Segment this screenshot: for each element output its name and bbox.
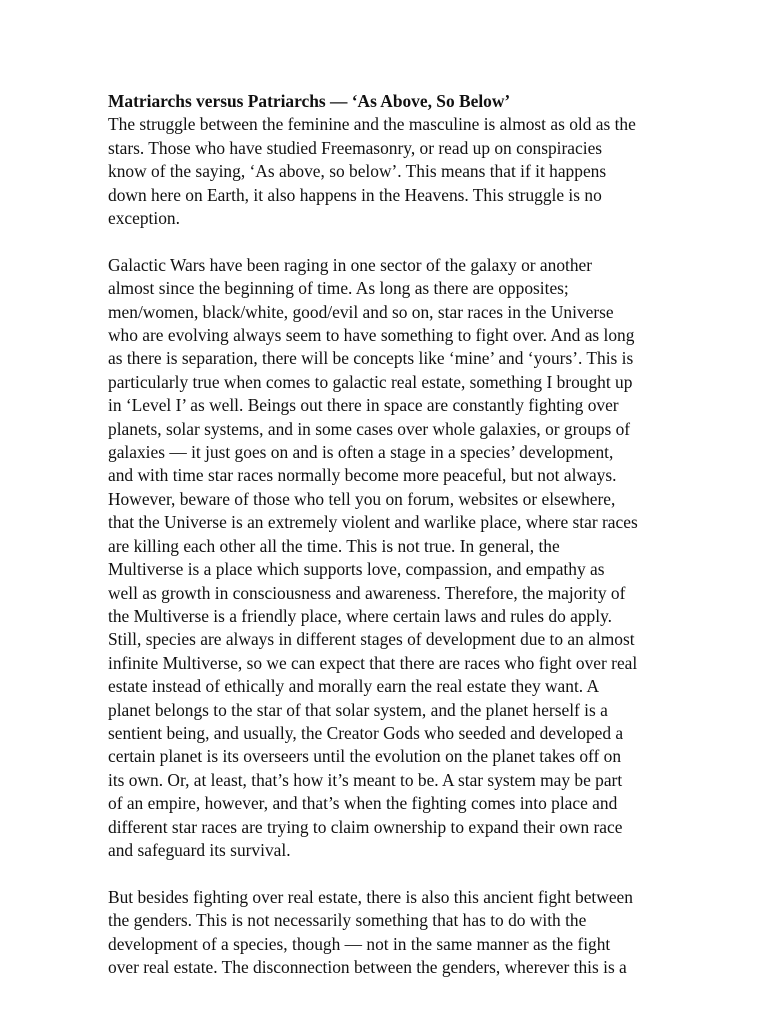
- text-line: down here on Earth, it also happens in the Heavens. This struggle is no: [108, 184, 602, 205]
- text-line: planet belongs to the star of that solar system, and the planet herself is a: [108, 699, 608, 720]
- text-line: and with time star races normally become more peaceful, but not always.: [108, 465, 617, 486]
- text-line: as there is separation, there will be concepts like ‘mine’ and ‘yours’. This is: [108, 348, 634, 369]
- text-line: particularly true when comes to galactic real estate, something I brought up: [108, 371, 633, 392]
- paragraph: [108, 113, 668, 230]
- text-line: infinite Multiverse, so we can expect that there are races who fight over real: [108, 652, 638, 673]
- text-line: are killing each other all the time. This is not true. In general, the: [108, 535, 560, 556]
- text-line: in ‘Level I’ as well. Beings out there in space are constantly fighting over: [108, 395, 619, 416]
- text-line: certain planet is its overseers until the evolution on the planet takes off on: [108, 746, 622, 767]
- text-line: But besides fighting over real estate, there is also this ancient fight between: [108, 886, 633, 907]
- text-line: who are evolving always seem to have something to fight over. And as long: [108, 325, 635, 346]
- text-line: of an empire, however, and that’s when the fighting comes into place and: [108, 793, 618, 814]
- paragraph: [108, 254, 668, 863]
- text-line: Galactic Wars have been raging in one sector of the galaxy or another: [108, 254, 593, 275]
- text-line: its own. Or, at least, that’s how it’s meant to be. A star system may be part: [108, 769, 623, 790]
- text-line: exception.: [108, 208, 180, 229]
- text-line: Multiverse is a place which supports love, compassion, and empathy as: [108, 559, 605, 580]
- section-heading: Matriarchs versus Patriarchs — ‘As Above, So Below’: [108, 91, 511, 111]
- text-line: The struggle between the feminine and the masculine is almost as old as the: [108, 114, 636, 135]
- text-line: and safeguard its survival.: [108, 839, 291, 860]
- text-line: well as growth in consciousness and awareness. Therefore, the majority of: [108, 582, 626, 603]
- text-line: different star races are trying to claim ownership to expand their own race: [108, 816, 623, 837]
- text-line: galaxies — it just goes on and is often a stage in a species’ development,: [108, 442, 614, 463]
- text-line: the Multiverse is a friendly place, where certain laws and rules do apply.: [108, 605, 612, 626]
- text-line: know of the saying, ‘As above, so below’. This means that if it happens: [108, 161, 607, 182]
- text-line: stars. Those who have studied Freemasonry, or read up on conspiracies: [108, 137, 603, 158]
- text-line: almost since the beginning of time. As long as there are opposites;: [108, 278, 569, 299]
- text-line: sentient being, and usually, the Creator Gods who seeded and developed a: [108, 722, 624, 743]
- text-line: However, beware of those who tell you on forum, websites or elsewhere,: [108, 488, 616, 509]
- paragraph: [108, 886, 668, 980]
- text-line: planets, solar systems, and in some cases over whole galaxies, or groups of: [108, 418, 631, 439]
- text-line: that the Universe is an extremely violent and warlike place, where star races: [108, 512, 638, 533]
- text-line: development of a species, though — not in the same manner as the fight: [108, 933, 611, 954]
- text-line: Still, species are always in different stages of development due to an almost: [108, 629, 635, 650]
- text-line: men/women, black/white, good/evil and so on, star races in the Universe: [108, 301, 614, 322]
- text-line: estate instead of ethically and morally earn the real estate they want. A: [108, 676, 600, 697]
- document-text: [108, 90, 668, 979]
- text-line: over real estate. The disconnection between the genders, wherever this is a: [108, 957, 627, 977]
- text-line: the genders. This is not necessarily something that has to do with the: [108, 910, 587, 931]
